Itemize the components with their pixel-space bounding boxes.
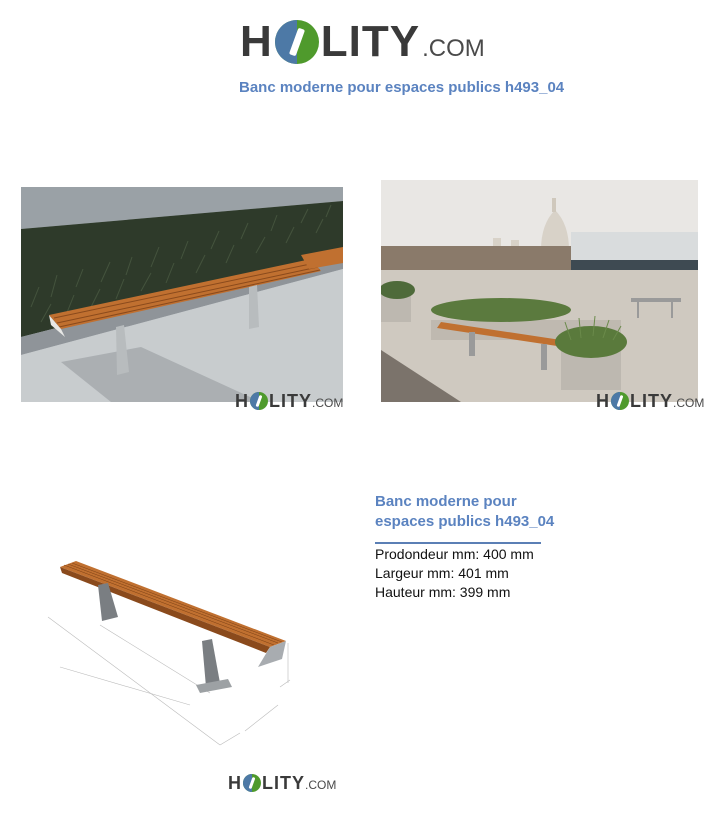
photo-1-image (21, 187, 343, 402)
page-title: Banc moderne pour espaces publics h493_04 (239, 79, 565, 96)
bench-dimension-drawing (40, 555, 330, 750)
logo-letters-lity: LITY (320, 17, 421, 66)
watermark-o-icon (611, 392, 629, 410)
rooftop-terrace-benches-photo (381, 180, 698, 402)
watermark-letter-h: H (228, 773, 242, 793)
logo-o-icon (275, 20, 319, 64)
spec-width: Largeur mm: 401 mm (375, 565, 509, 581)
watermark-letter-h: H (596, 391, 610, 411)
holity-watermark (235, 391, 343, 411)
holity-logo[interactable] (240, 12, 485, 68)
drawing-image (40, 555, 330, 750)
watermark-dotcom: .COM (305, 778, 337, 792)
watermark-dotcom: .COM (312, 396, 344, 410)
spec-height: Hauteur mm: 399 mm (375, 584, 511, 600)
spec-depth: Prodondeur mm: 400 mm (375, 546, 534, 562)
product-heading-line-1: Banc moderne pour (375, 493, 517, 510)
watermark-o-icon (250, 392, 268, 410)
watermark-letters-lity: LITY (630, 391, 673, 411)
product-heading (375, 492, 635, 532)
watermark-letters-lity: LITY (262, 773, 305, 793)
watermark-letter-h: H (235, 391, 249, 411)
logo-dotcom: .COM (422, 35, 485, 62)
bench-in-front-of-planter-photo (21, 187, 343, 402)
watermark-dotcom: .COM (673, 396, 705, 410)
product-heading-line-2: espaces publics h493_04 (375, 513, 555, 530)
heading-divider (375, 542, 541, 544)
photo-2-image (381, 180, 698, 402)
watermark-letters-lity: LITY (269, 391, 312, 411)
holity-watermark (596, 391, 704, 411)
watermark-o-icon (243, 774, 261, 792)
logo-letter-h: H (240, 17, 273, 66)
holity-watermark (228, 773, 336, 793)
